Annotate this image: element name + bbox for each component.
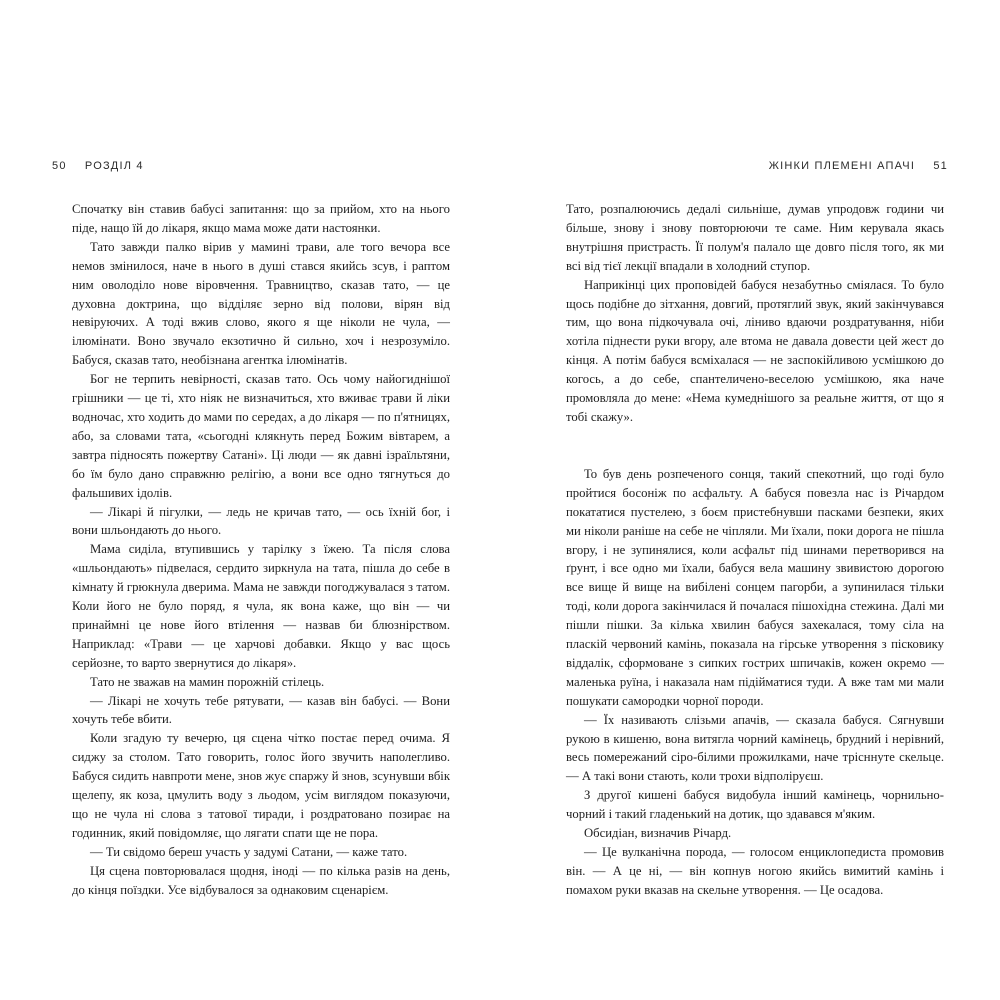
paragraph: Тато завжди палко вірив у мамині трави, але того вечора все немов змінилося, наче в нього в душі стався якийсь зсув, і раптом ним оволоділо нове віровчення. Травництво, сказав тато, — це духовна доктрина, що відділяє зерно від полови, вірян від невіруючих. А тоді вжив слово, якого я ще ніколи не чула, — ілюмінати. Воно звучало екзотично й сильно, хоч і незрозуміло. Бабуся, сказав тато, необізнана агентка ілюмінатів. xyxy=(72,239,450,368)
paragraph: Тато, розпалюючись дедалі сильніше, думав упродовж години чи більше, знову і знову повторюючи те саме. Ним керувала якась внутрішня пристрасть. Її полум'я палало ще довго після того, як ми всі від тієї лекції впадали в холодний ступор. xyxy=(566,202,944,273)
paragraph: Наприкінці цих проповідей бабуся незабутньо сміялася. То було щось подібне до зітхання, довгий, протяглий звук, який закінчувався тим, що вона підкочувала очі, ліниво вдаючи роздратування, ніби хотіла піднести руки вгору, але втома не давала довести цей жест до кінця. А потім бабуся всміхалася — не заспокійливою усмішкою до когось, а до себе, спантеличено-веселою усмішкою, яка наче промовляла до мене: «Нема кумеднішого за реальне життя, от що я тобі скажу». xyxy=(566,277,944,424)
left-page-number: 50 xyxy=(52,160,67,172)
paragraph: — Це вулканічна порода, — голосом енциклопедиста промовив він. — А це ні, — він копнув ногою якийсь вимитий камінь і помахом руки вказав на скельне утворення. — Це осадова. xyxy=(566,845,944,897)
paragraph: Ця сцена повторювалася щодня, іноді — по кілька разів на день, до кінця поїздки. Усе відбувалося за однаковим сценарієм. xyxy=(72,863,450,897)
paragraph: — Ти свідомо береш участь у задумі Сатани, — каже тато. xyxy=(90,844,408,859)
paragraph: Спочатку він ставив бабусі запитання: що за прийом, хто на нього піде, нащо їй до лікаря, якщо мама може дати настоянки. xyxy=(72,202,450,235)
right-running-head: ЖІНКИ ПЛЕМЕНІ АПАЧІ xyxy=(768,160,916,172)
right-page-header xyxy=(769,160,948,172)
paragraph: — Їх називають слізьми апачів, — сказала бабуся. Сягнувши рукою в кишеню, вона витягла чорний камінець, брудний і нерівний, весь помережаний сіро-білими прожилками, наче трісннуте скельце. — А такі вони стають, коли трохи відполіруєш. xyxy=(566,712,944,784)
left-page-body xyxy=(72,200,450,900)
section-break xyxy=(566,427,944,465)
paragraph: Коли згадую ту вечерю, ця сцена чітко постає перед очима. Я сиджу за столом. Тато говорить, голос його звучить наполегливо. Бабуся сидить навпроти мене, знов жує спаржу й знов, зсунувши вбік щелепу, як коза, цмулить воду з льодом, усім виглядом показуючи, що не чула ні слова з татової тиради, і роздратовано позирає на годинник, який повідомляє, що лягати спати ще не пора. xyxy=(72,731,450,840)
paragraph: То був день розпеченого сонця, такий спекотний, що годі було пройтися босоніж по асфальту. А бабуся повезла нас із Річардом покататися пустелею, з боєм пристебнувши пасками безпеки, яких ми ніколи раніше на себе не чіпляли. Ми їхали, поки дорога не пішла вгору, і не зупинялися, коли асфальт під шинами перетворився на ґрунт, і все одно ми їхали, бабуся вела машину звивистою дорогою все вище й вище на вибілені сонцем пагорби, а зупинилася тільки тоді, коли дорога закінчилася й почалася пішохідна стежина. Далі ми пішли пішки. За кілька хвилин бабуся захекалася, тому сіла на пласкій червоний камінь, показала на гірське утворення з пісковику віддалік, сформоване з сипких гострих шпичаків, кожен окремо — маленька руїна, і наказала нам підійматися туди. А вже там ми мали пошукати самородки чорної породи. xyxy=(566,466,944,708)
left-running-head: РОЗДІЛ 4 xyxy=(84,160,144,172)
right-page-number: 51 xyxy=(933,160,948,172)
paragraph: Обсидіан, визначив Річард. xyxy=(584,826,732,841)
paragraph: — Лікарі й пігулки, — ледь не кричав тато, — ось їхній бог, і вони шльондають до нього. xyxy=(72,504,450,538)
paragraph: З другої кишені бабуся видобула інший камінець, чорнильно-чорний і такий гладенький на дотик, що здавався м'яким. xyxy=(566,788,944,822)
right-page-body xyxy=(566,200,944,900)
paragraph: Мама сиділа, втупившись у тарілку з їжею. Та після слова «шльондають» підвелася, сердито зиркнула на тата, пішла до себе в кімнату й грюкнула дверима. Мама не завжди погоджувалася з татом. Коли його не було поряд, я чула, як вона каже, що він — чи принаймні це нове його втілення — назвав би блюзнірством. Наприклад: «Трави — це харчові добавки. Якщо у вас щось серйозне, то варто звернутися до лікаря». xyxy=(72,542,450,670)
paragraph: Бог не терпить невірності, сказав тато. Ось чому найогиднішої грішники — це ті, хто ніяк не визначиться, хто вживає трави й ліки водночас, хто ходить до мами по середах, а до лікаря — по п'ятницях, або, за словами тата, «сьогодні клякнуть перед Божим вівтарем, а завтра підносять пожертву Сатані». Ці люди — як давні ізраїльтяни, бо їм було дано справжню релігію, а вони все одно тягнуться до фальшивих ідолів. xyxy=(72,372,450,500)
paragraph: Тато не зважав на мамин порожній стілець. xyxy=(90,674,325,689)
paragraph: — Лікарі не хочуть тебе рятувати, — казав він бабусі. — Вони хочуть тебе вбити. xyxy=(72,693,450,727)
left-page-header xyxy=(52,160,144,172)
